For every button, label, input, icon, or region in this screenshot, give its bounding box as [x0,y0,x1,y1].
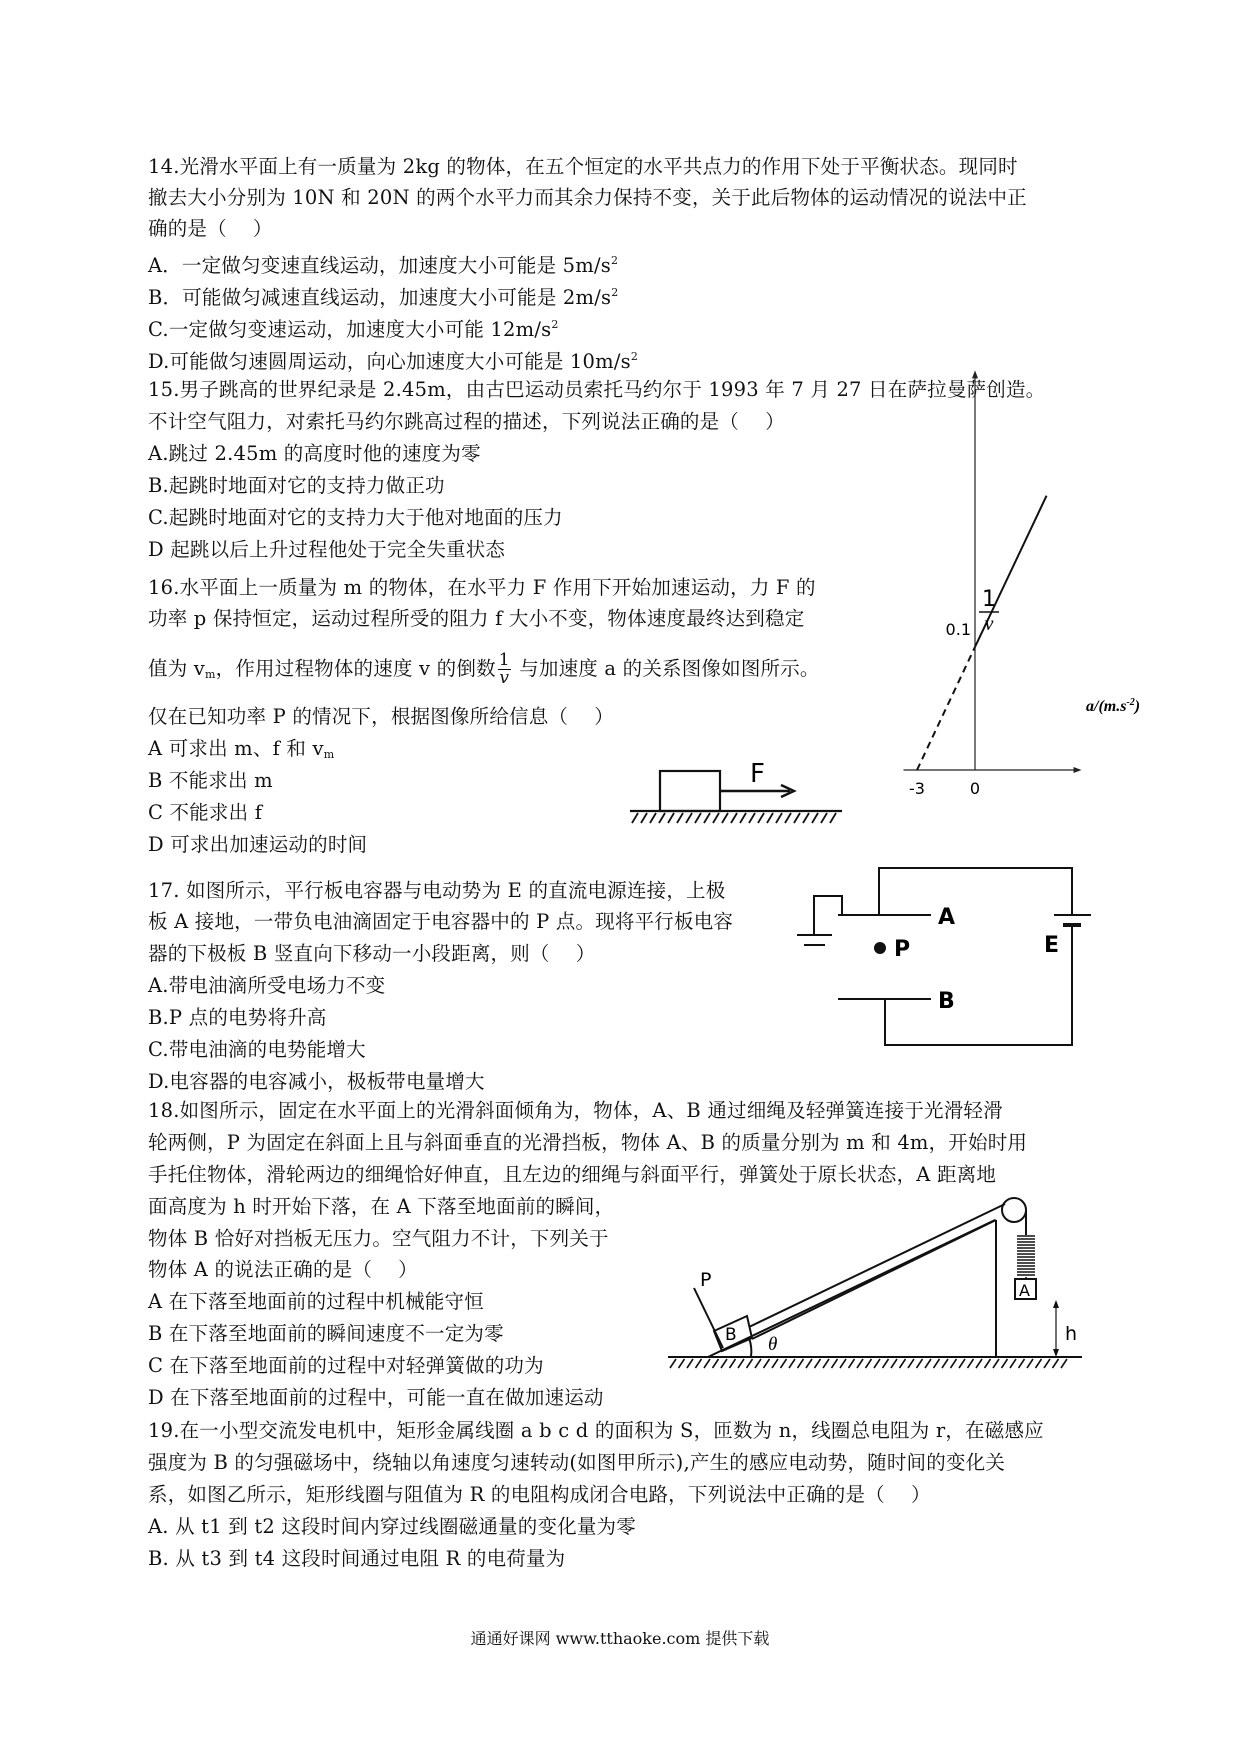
x-axis-arrowhead [1074,767,1082,773]
q16-option-b: B 不能求出 m [148,769,273,792]
hatch-mark [1027,1359,1033,1368]
hatch-mark [749,813,755,823]
hatch-mark [815,1359,821,1368]
hatch-mark [677,813,683,823]
hatch-mark [832,1359,838,1368]
hatch-mark [730,1359,736,1368]
q19-option-b: B. 从 t3 到 t4 这段时间通过电阻 R 的电荷量为 [148,1547,566,1570]
q17-stem-line-2: 板 A 接地，一带负电油滴固定于电容器中的 P 点。现将平行板电容 [148,910,734,933]
hatch-mark [785,813,791,823]
hatch-mark [908,1359,914,1368]
hatch-mark [668,813,674,823]
hatch-mark [721,1359,727,1368]
label-b: B [725,1325,737,1345]
q18-stem-line-6: 物体 A 的说法正确的是（ ） [148,1258,418,1281]
hatch-mark [650,813,656,823]
hatch-mark [758,813,764,823]
block [660,771,720,811]
hatch-mark [900,1359,906,1368]
hatch-mark [704,813,710,823]
hatch-mark [1036,1359,1042,1368]
incline-pulley-diagram [660,1180,1100,1410]
label-h: h [1065,1323,1078,1345]
ground-wire [814,896,842,935]
hatch-mark [812,813,818,823]
hatch-mark [713,1359,719,1368]
hatch-mark [883,1359,889,1368]
capacitor-circuit-diagram [780,860,1100,1060]
q19-stem-line-3: 系，如图乙所示，矩形线圈与阻值为 R 的电阻构成闭合电路，下列说法中正确的是（ ） [148,1483,931,1506]
y-axis-label-numerator: 1 [982,587,996,612]
q18-stem-line-4: 面高度为 h 时开始下落，在 A 下落至地面前的瞬间， [148,1195,615,1218]
hatch-mark [789,1359,795,1368]
hatch-mark [874,1359,880,1368]
q18-stem-line-3: 手托住物体，滑轮两边的细绳恰好伸直，且左边的细绳与斜面平行，弹簧处于原长状态，A 距离地 [148,1163,997,1186]
q16-option-c: C 不能求出 f [148,801,263,824]
q18-stem-line-1: 18.如图所示，固定在水平面上的光滑斜面倾角为，物体，A、B 通过细绳及轻弹簧连接于光滑轻滑 [148,1099,1003,1122]
hatch-mark [803,813,809,823]
hatch-mark [857,1359,863,1368]
hatch-mark [632,813,638,823]
rope-lower-edge [752,1220,996,1339]
label-theta: θ [768,1334,778,1355]
rope-along-incline [749,1204,1005,1327]
hatch-mark [976,1359,982,1368]
q16-option-a: A 可求出 m、f 和 $v_m$ [148,737,335,761]
hatch-mark [713,813,719,823]
q18-option-b: B 在下落至地面前的瞬间速度不一定为零 [148,1322,504,1345]
label-e: E [1044,933,1060,958]
hatch-mark [821,813,827,823]
hatch-mark [755,1359,761,1368]
hatch-mark [738,1359,744,1368]
hatch-mark [776,813,782,823]
q17-option-a: A.带电油滴所受电场力不变 [148,974,386,997]
reciprocal-fraction: $\frac{1}{v}$ [498,650,510,688]
ground-hatch [670,1359,1067,1368]
q14-option-b: B．可能做匀减速直线运动，加速度大小可能是 $2m/s^2$ [148,286,619,309]
hatch-mark [925,1359,931,1368]
q17-option-c: C.带电油滴的电势能增大 [148,1038,366,1061]
q19-stem-line-1: 19.在一小型交流发电机中，矩形金属线圈 a b c d 的面积为 S，匝数为 n，线圈总电阻为 r，在磁感应 [148,1419,1044,1442]
hatch-mark [934,1359,940,1368]
hatch-mark [740,813,746,823]
q14-option-a: A．一定做匀变速直线运动，加速度大小可能是 $5m/s^2$ [148,254,619,277]
x-tick-label-neg3: -3 [909,779,925,798]
hatch-mark [767,813,773,823]
q18-option-d: D 在下落至地面前的过程中，可能一直在做加速运动 [148,1386,604,1409]
q15-stem-line-2: 不计空气阻力，对索托马约尔跳高过程的描述，下列说法正确的是（ ） [148,410,785,433]
series-line-dashed-extension [917,647,975,770]
hatch-mark [686,813,692,823]
spring [1017,1236,1035,1279]
hatch-mark [1010,1359,1016,1368]
q17-option-b: B.P 点的电势将升高 [148,1006,327,1029]
hatch-mark [968,1359,974,1368]
hatch-mark [722,813,728,823]
hatch-mark [917,1359,923,1368]
label-p: P [894,937,911,962]
hatch-mark [959,1359,965,1368]
x-tick-label-0: 0 [969,779,981,798]
hatch-mark [687,1359,693,1368]
y-axis-label-denominator: v [984,613,994,635]
hatch-mark [798,1359,804,1368]
hatch-mark [764,1359,770,1368]
x-axis-label: $a/(m.s^{-2})$ [1086,697,1141,715]
q16-stem-line-4: 仅在已知功率 P 的情况下，根据图像所给信息（ ） [148,705,614,728]
hatch-mark [866,1359,872,1368]
hatch-mark [747,1359,753,1368]
hatch-mark [951,1359,957,1368]
hatch-mark [985,1359,991,1368]
q16-stem-line-3: 值为 $v_m$，作用过程物体的速度 v 的倒数 $\frac{1}{v}$ 与加速度 a 的关系图像如图所示。 [148,650,820,688]
q18-stem-line-5: 物体 B 恰好对挡板无压力。空气阻力不计，下列关于 [148,1227,609,1250]
hatch-mark [731,813,737,823]
label-a: A [1019,1281,1030,1300]
angle-arc [749,1338,751,1357]
wire-top [879,868,1072,915]
hatch-mark [840,1359,846,1368]
hatch-mark [696,1359,702,1368]
q18-stem-line-2: 轮两侧，P 为固定在斜面上且与斜面垂直的光滑挡板，物体 A、B 的质量分别为 m 和 4m，开始时用 [148,1131,1028,1154]
hatch-mark [794,813,800,823]
hatch-mark [695,813,701,823]
hatch-mark [993,1359,999,1368]
force-label: F [750,759,765,789]
height-arrow-bottom [1053,1349,1059,1357]
q15-option-a: A.跳过 2.45m 的高度时他的速度为零 [148,442,481,465]
chart-axes [903,370,1081,773]
oil-drop-point [874,942,886,954]
hatch-mark [823,1359,829,1368]
hatch-mark [679,1359,685,1368]
hatch-mark [1061,1359,1067,1368]
height-arrow-top [1053,1300,1059,1308]
q19-stem-line-2: 强度为 B 的匀强磁场中，绕轴以角速度匀速转动(如图甲所示),产生的感应电动势，随时间的变化关 [148,1451,1006,1474]
hatch-mark [641,813,647,823]
y-tick-label: 0.1 [945,620,971,639]
hatch-mark [942,1359,948,1368]
q16-option-d: D 可求出加速运动的时间 [148,833,368,856]
q19-option-a: A. 从 t1 到 t2 这段时间内穿过线圈磁通量的变化量为零 [148,1515,636,1538]
barrier-p [694,1288,723,1348]
q18-option-a: A 在下落至地面前的过程中机械能守恒 [148,1290,484,1313]
q17-option-d: D.电容器的电容减小，极板带电量增大 [148,1070,485,1093]
q17-stem-line-1: 17. 如图所示，平行板电容器与电动势为 E 的直流电源连接，上极 [148,879,726,902]
label-p: P [700,1269,712,1291]
q17-stem-line-3: 器的下极板 B 竖直向下移动一小段距离，则（ ） [148,942,596,965]
hatch-mark [1044,1359,1050,1368]
q15-option-c: C.起跳时地面对它的支持力大于他对地面的压力 [148,506,563,529]
q14-option-d: D.可能做匀速圆周运动，向心加速度大小可能是 $10m/s^2$ [148,350,639,373]
hatch-mark [1002,1359,1008,1368]
block-force-diagram [620,740,860,840]
hatch-mark [849,1359,855,1368]
hatch-mark [830,813,836,823]
q14-stem-line-2: 撤去大小分别为 10N 和 20N 的两个水平力而其余力保持不变，关于此后物体的运动情况的说法中正 [148,186,1027,209]
q18-option-c: C 在下落至地面前的过程中对轻弹簧做的功为 [148,1354,544,1377]
footer-source: 通通好课网 www.tthaoke.com 提供下载 [470,1629,770,1648]
q14-option-c: C.一定做匀变速运动，加速度大小可能 $12m/s^2$ [148,318,559,341]
inverse-velocity-acceleration-chart [870,570,1170,810]
q14-stem-line-1: 14.光滑水平面上有一质量为 2kg 的物体，在五个恒定的水平共点力的作用下处于平衡状态。现同时 [148,155,1018,178]
label-a: A [938,905,956,930]
hatch-mark [1053,1359,1059,1368]
hatch-mark [806,1359,812,1368]
q16-stem-line-1: 16.水平面上一质量为 m 的物体，在水平力 F 作用下开始加速运动，力 F 的 [148,576,816,599]
hatch-mark [772,1359,778,1368]
hatch-mark [891,1359,897,1368]
pulley [1002,1198,1026,1222]
q16-stem-line-2: 功率 p 保持恒定，运动过程所受的阻力 f 大小不变，物体速度最终达到稳定 [148,607,805,630]
hatch-mark [704,1359,710,1368]
q15-option-b: B.起跳时地面对它的支持力做正功 [148,474,445,497]
q15-stem-line-1: 15.男子跳高的世界纪录是 2.45m，由古巴运动员索托马约尔于 1993 年 7 月 27 日在萨拉曼萨创造。 [148,378,1046,401]
hatch-mark [670,1359,676,1368]
hatch-mark [1019,1359,1025,1368]
q15-option-d: D 起跳以后上升过程他处于完全失重状态 [148,538,506,561]
ground-hatch [632,813,836,823]
chart-series [917,496,1047,770]
hatch-mark [781,1359,787,1368]
label-b: B [938,989,955,1014]
q14-stem-line-3: 确的是（ ） [148,217,273,240]
hatch-mark [659,813,665,823]
